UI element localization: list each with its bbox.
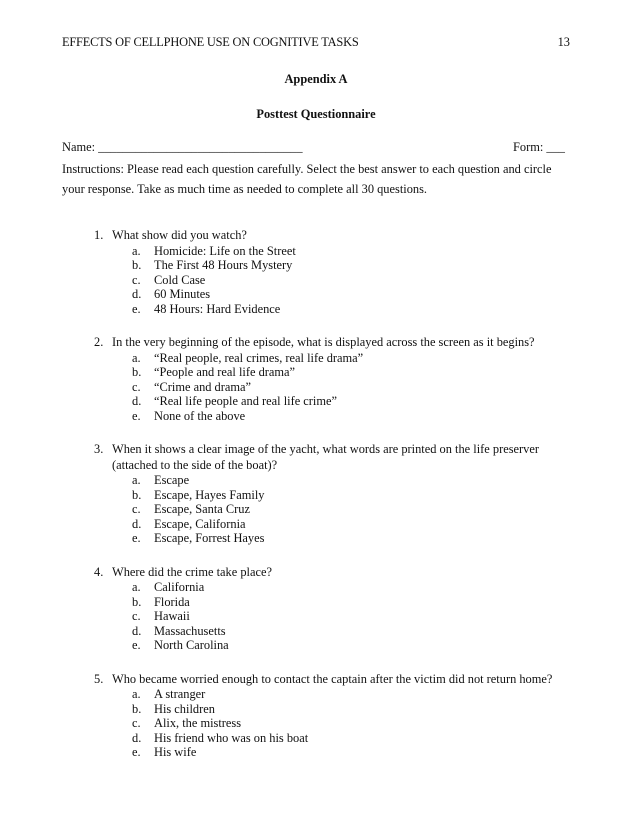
option-letter: d. (132, 394, 142, 408)
running-head (62, 35, 570, 51)
option-letter: a. (132, 350, 141, 365)
question-3 (94, 442, 574, 546)
option-text: North Carolina (154, 638, 229, 652)
option-text: 48 Hours: Hard Evidence (154, 301, 281, 316)
answer-option (132, 716, 574, 731)
option-text: Massachusetts (154, 623, 226, 638)
option-text: “Crime and drama” (154, 379, 252, 394)
option-letter: b. (132, 365, 142, 379)
question-text: What show did you watch? (112, 228, 247, 242)
answer-option (132, 687, 574, 702)
answer-option (132, 702, 574, 717)
option-letter: d. (132, 623, 142, 638)
option-text: Cold Case (154, 272, 206, 287)
option-letter: d. (132, 287, 142, 301)
answer-option (132, 409, 574, 424)
option-text: His children (154, 701, 215, 716)
option-letter: e. (132, 301, 141, 316)
appendix-title: Appendix A (284, 72, 348, 86)
answer-option (132, 531, 574, 546)
question-stem (94, 672, 574, 688)
question-stem (94, 335, 574, 351)
option-letter: b. (132, 701, 142, 716)
option-letter: c. (132, 716, 141, 730)
option-text: “People and real life drama” (154, 365, 296, 379)
option-letter: a. (132, 687, 141, 701)
answer-option (132, 258, 574, 273)
option-letter: e. (132, 638, 141, 652)
option-letter: b. (132, 594, 142, 609)
option-text: Escape, Forrest Hayes (154, 531, 265, 545)
answer-option (132, 488, 574, 503)
option-letter: a. (132, 243, 141, 258)
option-text: His friend who was on his boat (154, 730, 309, 745)
question-stem (94, 565, 574, 581)
running-title: EFFECTS OF CELLPHONE USE ON COGNITIVE TASKS (62, 35, 359, 49)
option-text: Escape, California (154, 516, 246, 531)
answer-options (132, 244, 574, 317)
option-text: The First 48 Hours Mystery (154, 258, 293, 272)
question-1 (94, 228, 574, 316)
option-letter: e. (132, 745, 141, 759)
answer-option (132, 244, 574, 259)
question-number: 3. (94, 442, 104, 456)
answer-option (132, 365, 574, 380)
question-number: 1. (94, 228, 104, 242)
question-5 (94, 672, 574, 760)
option-letter: e. (132, 408, 141, 423)
answer-options (132, 351, 574, 424)
answer-option (132, 609, 574, 624)
answer-option (132, 624, 574, 639)
answer-option (132, 302, 574, 317)
question-stem (94, 228, 574, 244)
question-number: 5. (94, 671, 104, 686)
option-text: A stranger (154, 687, 206, 701)
option-text: Florida (154, 594, 190, 609)
form-field: Form: ___ (513, 140, 565, 154)
option-text: Escape (154, 473, 190, 487)
answer-options (132, 473, 574, 546)
question-stem (94, 442, 574, 473)
answer-option (132, 351, 574, 366)
option-text: 60 Minutes (154, 287, 211, 301)
answer-option (132, 394, 574, 409)
page-number: 13 (557, 35, 570, 49)
option-text: His wife (154, 745, 197, 759)
question-text: Where did the crime take place? (112, 564, 272, 579)
answer-option (132, 731, 574, 746)
answer-option (132, 595, 574, 610)
answer-options (132, 687, 574, 760)
option-letter: c. (132, 272, 141, 287)
answer-option (132, 473, 574, 488)
option-text: Alix, the mistress (154, 716, 242, 730)
question-4 (94, 565, 574, 653)
option-letter: c. (132, 609, 141, 623)
option-letter: c. (132, 379, 141, 394)
option-letter: a. (132, 580, 141, 594)
answer-option (132, 580, 574, 595)
option-text: Escape, Hayes Family (154, 487, 265, 502)
option-letter: d. (132, 730, 142, 745)
questionnaire-title: Posttest Questionnaire (256, 107, 376, 121)
answer-option (132, 502, 574, 517)
question-text: In the very beginning of the episode, what is displayed across the screen as it begins? (112, 335, 535, 349)
option-text: Escape, Santa Cruz (154, 502, 250, 516)
question-text: When it shows a clear image of the yacht, what words are printed on the life preserver (attached to the side of the boat)? (112, 442, 539, 472)
option-letter: b. (132, 258, 142, 272)
instructions: Instructions: Please read each question carefully. Select the best answer to each question and circle your response. Take as much time as needed to complete all 30 questions. (62, 162, 552, 196)
answer-option (132, 745, 574, 760)
answer-option (132, 287, 574, 302)
answer-option (132, 517, 574, 532)
option-letter: d. (132, 516, 142, 531)
answer-option (132, 638, 574, 653)
option-text: “Real people, real crimes, real life drama” (154, 350, 364, 365)
question-2 (94, 335, 574, 423)
option-letter: b. (132, 487, 142, 502)
option-letter: a. (132, 473, 141, 487)
question-list (94, 228, 574, 779)
option-text: “Real life people and real life crime” (154, 394, 338, 408)
option-letter: c. (132, 502, 141, 516)
option-text: Hawaii (154, 609, 190, 623)
option-text: California (154, 580, 205, 594)
option-letter: e. (132, 531, 141, 545)
question-text: Who became worried enough to contact the captain after the victim did not return home? (112, 671, 553, 686)
question-number: 4. (94, 564, 104, 579)
answer-option (132, 380, 574, 395)
name-form-row (62, 140, 565, 156)
question-number: 2. (94, 335, 104, 349)
option-text: Homicide: Life on the Street (154, 243, 296, 258)
name-field: Name: _________________________________ (62, 140, 303, 154)
option-text: None of the above (154, 408, 246, 423)
answer-option (132, 273, 574, 288)
answer-options (132, 580, 574, 653)
